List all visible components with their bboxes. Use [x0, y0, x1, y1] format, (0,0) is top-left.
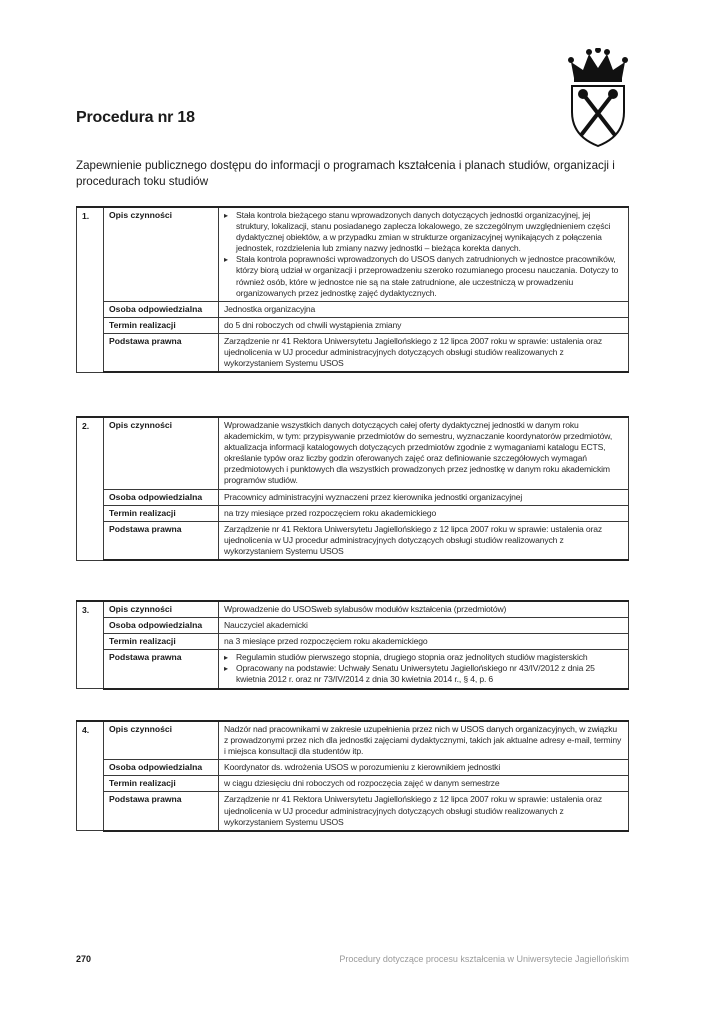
table-row	[77, 489, 629, 505]
responsible-person: Pracownicy administracyjni wyznaczeni przez kierownika jednostki organizacyjnej	[219, 489, 629, 505]
table-row	[77, 333, 629, 372]
row-label: Osoba odpowiedzialna	[104, 760, 219, 776]
table-row	[77, 207, 629, 301]
description-cell: Nadzór nad pracownikami w zakresie uzupełnienia przez nich w USOS danych organizacyjnych, w związku z prowadzonymi przez nich dla jednostki zajęciami dydaktycznymi, takich jak aktualne adresy e-mail, terminy i miejsca konsultacji dla studentów itp.	[219, 721, 629, 760]
row-label: Podstawa prawna	[104, 333, 219, 372]
list-item: ▸ Opracowany na podstawie: Uchwały Senatu Uniwersytetu Jagiellońskiego nr 43/IV/2012 z dnia 25 kwietnia 2012 r. oraz nr 73/IV/2014 z dnia 30 kwietnia 2014 r., § 4, p. 6	[224, 663, 623, 685]
description-cell: Wprowadzenie do USOSweb sylabusów modułów kształcenia (przedmiotów)	[219, 601, 629, 618]
legal-basis: Zarządzenie nr 41 Rektora Uniwersytetu Jagiellońskiego z 12 lipca 2007 roku w sprawie: ustalenia oraz ujednolicenia w UJ procedur administracyjnych dotyczących obsługi studiów realizowanych z wykorzystaniem Systemu USOS	[219, 521, 629, 560]
table-row	[77, 317, 629, 333]
description-cell: Wprowadzanie wszystkich danych dotyczących całej oferty dydaktycznej jednostki w danym roku akademickim, w tym: przypisywanie przedmiotów do semestru, wyznaczanie koordynatorów przedmiotów, aktualizacja informacji katalogowych dotyczących przedmiotów zgodnie z wymaganiami katalogu ECTS, określanie typów oraz liczby godzin oferowanych zajęć oraz definiowanie szczegółowych wymagań przedmiotowych i punktowych dla wszystkich prowadzonych przez jednostkę w danym roku akademickim programów studiów.	[219, 417, 629, 489]
row-label: Osoba odpowiedzialna	[104, 618, 219, 634]
table-row	[77, 650, 629, 689]
procedure-subtitle: Zapewnienie publicznego dostępu do informacji o programach kształcenia i planach studiów, organizacji i procedurach toku studiów	[76, 159, 615, 188]
row-label: Termin realizacji	[104, 317, 219, 333]
table-row	[77, 601, 629, 618]
deadline: na trzy miesiące przed rozpoczęciem roku akademickiego	[219, 505, 629, 521]
row-label: Podstawa prawna	[104, 650, 219, 689]
responsible-person: Koordynator ds. wdrożenia USOS w porozumieniu z kierownikiem jednostki	[219, 760, 629, 776]
row-label: Podstawa prawna	[104, 521, 219, 560]
row-label: Termin realizacji	[104, 776, 219, 792]
table-row	[77, 301, 629, 317]
page-number: 270	[76, 954, 92, 964]
step-number: 3.	[77, 601, 104, 689]
list-item: ▸ Stała kontrola bieżącego stanu wprowadzonych danych dotyczących jednostki organizacyjnej, jej struktury, lokalizacji, stanu posiadanego zaplecza lokalowego, ze szczególnym uwzględnieniem części dydaktycznej obiektów, a w przypadku zmian w strukturze organizacyjnej wynikających z połączenia jednostek, rozdzielenia lub zmiany nazwy jednostki – bieżąca korekta danych.	[224, 210, 623, 254]
responsible-person: Nauczyciel akademicki	[219, 618, 629, 634]
legal-basis: Zarządzenie nr 41 Rektora Uniwersytetu Jagiellońskiego z 12 lipca 2007 roku w sprawie: ustalenia oraz ujednolicenia w UJ procedur administracyjnych dotyczących obsługi studiów realizowanych z wykorzystaniem Systemu USOS	[219, 333, 629, 372]
deadline: do 5 dni roboczych od chwili wystąpienia zmiany	[219, 317, 629, 333]
table-row	[77, 521, 629, 560]
row-label: Opis czynności	[104, 417, 219, 489]
table-row	[77, 721, 629, 760]
table-row	[77, 634, 629, 650]
row-label: Podstawa prawna	[104, 792, 219, 831]
table-row	[77, 618, 629, 634]
row-label: Opis czynności	[104, 207, 219, 301]
procedure-table-4	[76, 720, 629, 832]
row-label: Osoba odpowiedzialna	[104, 301, 219, 317]
step-number: 4.	[77, 721, 104, 831]
table-row	[77, 792, 629, 831]
table-row	[77, 417, 629, 489]
step-number: 2.	[77, 417, 104, 560]
description-cell	[219, 207, 629, 301]
legal-basis: Zarządzenie nr 41 Rektora Uniwersytetu Jagiellońskiego z 12 lipca 2007 roku w sprawie: ustalenia oraz ujednolicenia w UJ procedur administracyjnych dotyczących obsługi studiów realizowanych z wykorzystaniem Systemu USOS	[219, 792, 629, 831]
list-item: ▸ Regulamin studiów pierwszego stopnia, drugiego stopnia oraz jednolitych studiów magisterskich	[224, 652, 623, 663]
row-label: Termin realizacji	[104, 505, 219, 521]
step-number: 1.	[77, 207, 104, 372]
table-row	[77, 505, 629, 521]
jagiellonian-university-crest-icon	[567, 48, 629, 148]
legal-basis	[219, 650, 629, 689]
list-item: ▸ Stała kontrola poprawności wprowadzonych do USOS danych zatrudnionych w jednostce pracowników, którzy biorą udział w organizacji i przeprowadzeniu szeroko rozumianego procesu nauczania. Dotyczy to również osób, które w jednostce nie są na stałe zatrudnione, ale uczestniczą w prowadzeniu organizowanych przez jednostkę zajęć dydaktycznych.	[224, 254, 623, 298]
page-title: Procedura nr 18	[76, 109, 195, 126]
table-row	[77, 760, 629, 776]
responsible-person: Jednostka organizacyjna	[219, 301, 629, 317]
deadline: na 3 miesiące przed rozpoczęciem roku akademickiego	[219, 634, 629, 650]
row-label: Opis czynności	[104, 721, 219, 760]
procedure-table-1	[76, 206, 629, 373]
running-footer: Procedury dotyczące procesu kształcenia w Uniwersytecie Jagiellońskim	[339, 954, 629, 964]
row-label: Opis czynności	[104, 601, 219, 618]
row-label: Termin realizacji	[104, 634, 219, 650]
row-label: Osoba odpowiedzialna	[104, 489, 219, 505]
procedure-table-3	[76, 600, 629, 690]
table-row	[77, 776, 629, 792]
deadline: w ciągu dziesięciu dni roboczych od rozpoczęcia zajęć w danym semestrze	[219, 776, 629, 792]
procedure-table-2	[76, 416, 629, 561]
